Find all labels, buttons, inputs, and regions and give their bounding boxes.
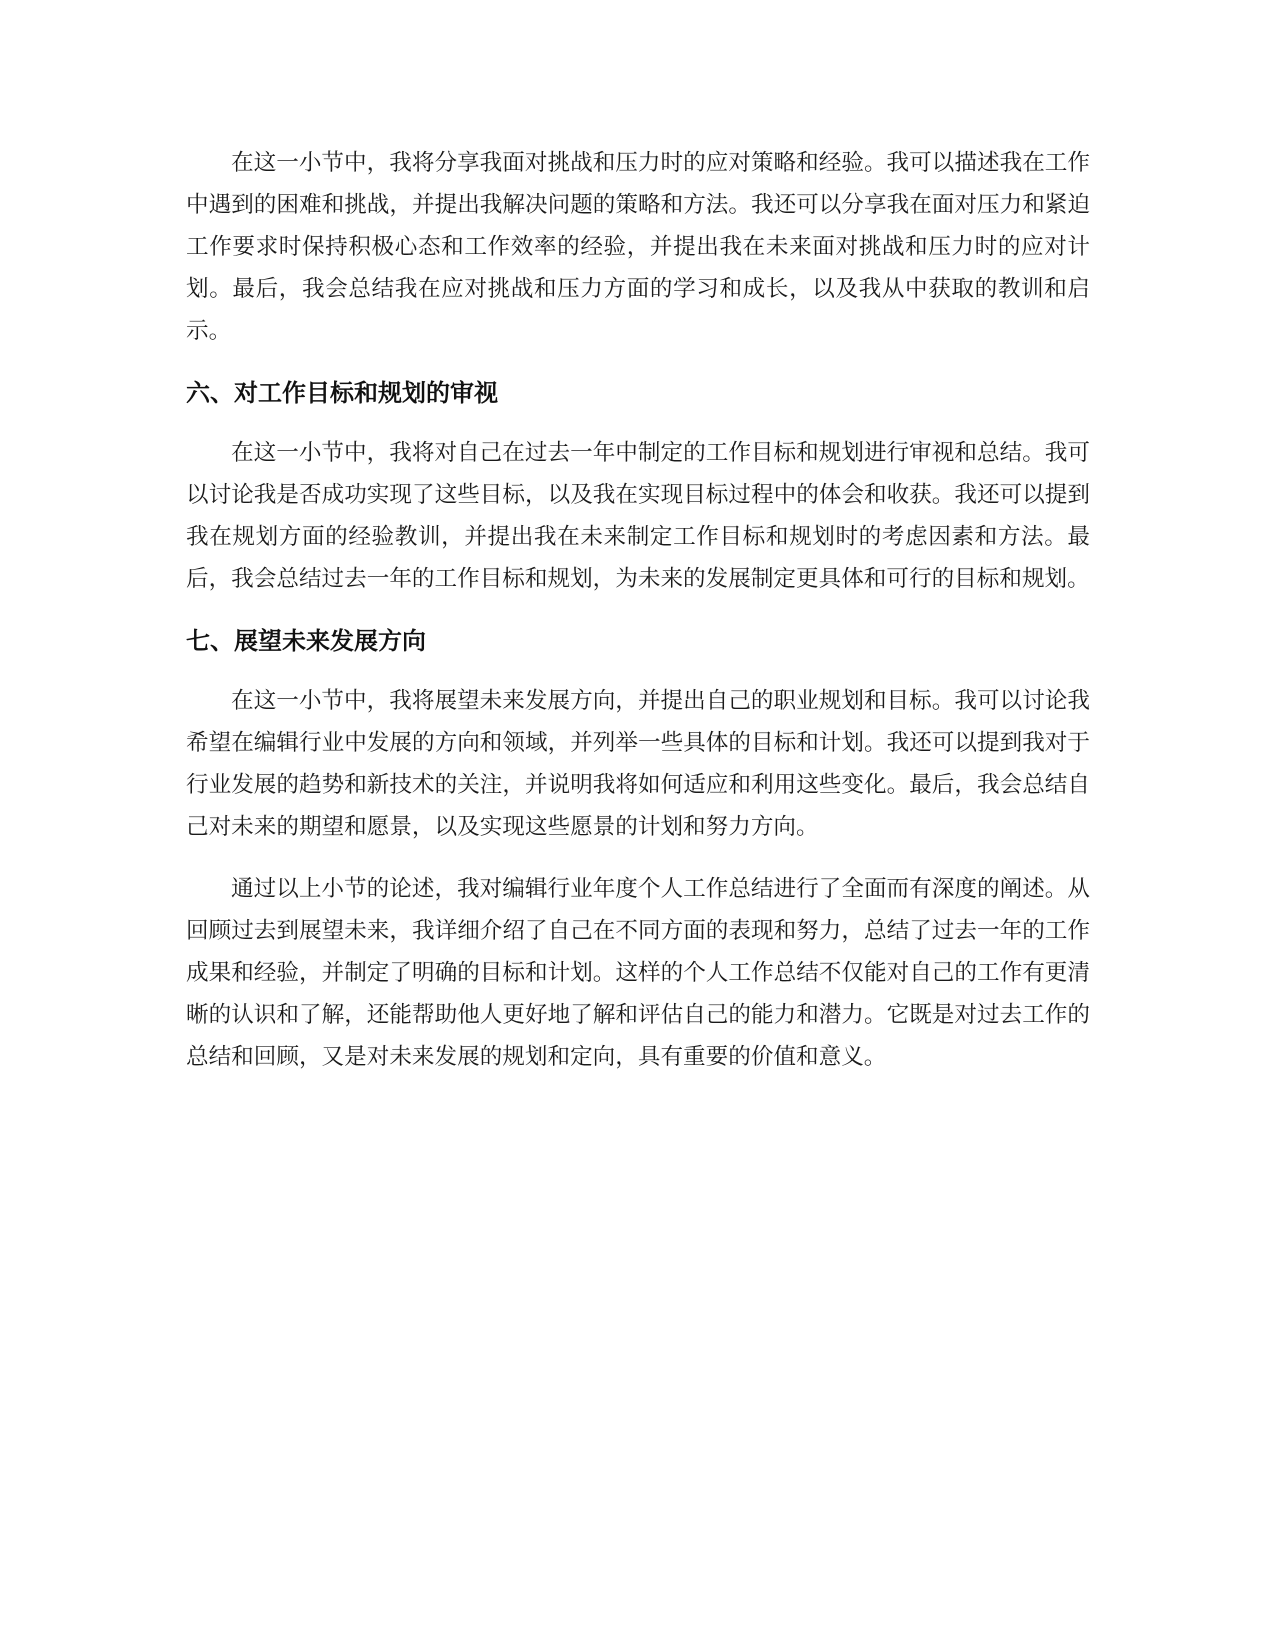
paragraph-future-direction: 在这一小节中，我将展望未来发展方向，并提出自己的职业规划和目标。我可以讨论我希望在编辑行业中发展的方向和领域，并列举一些具体的目标和计划。我还可以提到我对于行业发展的趋势和新技术的关注，并说明我将如何适应和利用这些变化。最后，我会总结自己对未来的期望和愿景，以及实现这些愿景的计划和努力方向。 [186,688,1090,840]
paragraph-coping-strategies: 在这一小节中，我将分享我面对挑战和压力时的应对策略和经验。我可以描述我在工作中遇到的困难和挑战，并提出我解决问题的策略和方法。我还可以分享我在面对压力和紧迫工作要求时保持积极心态和工作效率的经验，并提出我在未来面对挑战和压力时的应对计划。最后，我会总结我在应对挑战和压力方面的学习和成长，以及我从中获取的教训和启示。 [186,150,1090,344]
document-body [186,142,1090,1078]
section-heading-future-direction: 七、展望未来发展方向 [186,627,426,655]
paragraph-goals-review: 在这一小节中，我将对自己在过去一年中制定的工作目标和规划进行审视和总结。我可以讨论我是否成功实现了这些目标，以及我在实现目标过程中的体会和收获。我还可以提到我在规划方面的经验教训，并提出我在未来制定工作目标和规划时的考虑因素和方法。最后，我会总结过去一年的工作目标和规划，为未来的发展制定更具体和可行的目标和规划。 [186,440,1090,592]
paragraph-conclusion: 通过以上小节的论述，我对编辑行业年度个人工作总结进行了全面而有深度的阐述。从回顾过去到展望未来，我详细介绍了自己在不同方面的表现和努力，总结了过去一年的工作成果和经验，并制定了明确的目标和计划。这样的个人工作总结不仅能对自己的工作有更清晰的认识和了解，还能帮助他人更好地了解和评估自己的能力和潜力。它既是对过去工作的总结和回顾，又是对未来发展的规划和定向，具有重要的价值和意义。 [186,876,1090,1070]
section-heading-goals-review: 六、对工作目标和规划的审视 [186,379,498,407]
